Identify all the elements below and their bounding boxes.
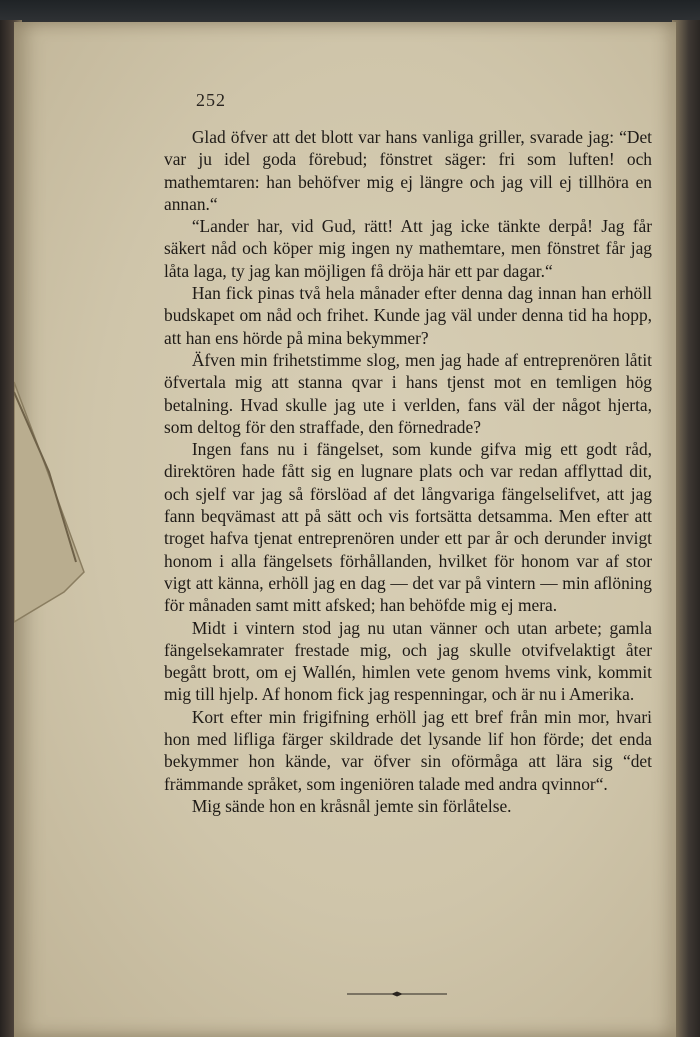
body-text xyxy=(164,126,652,817)
book-right-edge xyxy=(672,20,700,1037)
paragraph: “Lander har, vid Gud, rätt! Att jag icke tänkte derpå! Jag får säkert nåd och köper mig ingen ny mathemtare, men fönstret får jag låta laga, ty jag kan möjligen få dröja här ett par dagar.“ xyxy=(164,216,652,281)
paragraph: Mig sände hon en kråsnål jemte sin förlåtelse. xyxy=(191,795,512,816)
paragraph: Ingen fans nu i fängelset, som kunde gifva mig ett godt råd, direktören hade fått sig en lugnare plats och var redan afflyttad dit, och sjelf var jag så förslöad af det långvariga fängelselifvet, att jag fann beqvämast att på sätt och vis fortsätta detsamma. Men efter att troget hafva tjenat entreprenören under ett par år och derunder invigt honom i alla fängelsets förhållanden, hvilket för honom var af stor vigt att känna, erhöll jag en dag — det var på vintern — min aflöning för månaden samt mitt afsked; han behöfde mig ej mera. xyxy=(164,439,652,616)
page-number: 252 xyxy=(196,90,226,110)
paragraph: Glad öfver att det blott var hans vanliga griller, svarade jag: “Det var ju idel goda förebud; fönstret säger: fri som luften! och mathemtaren: han behöfver mig ej längre och jag vill ej tillhöra en annan.“ xyxy=(164,127,652,214)
paragraph: Äfven min frihetstimme slog, men jag hade af entreprenören låtit öfvertala mig att stanna qvar i hans tjenst mot en temligen hög betalning. Hvad skulle jag ute i verlden, fans väl der något hjerta, som deltog för den straffade, den förnedrade? xyxy=(164,349,652,437)
end-ornament xyxy=(347,990,447,998)
paragraph: Han fick pinas två hela månader efter denna dag innan han erhöll budskapet om nåd och frihet. Kunde jag väl under denna tid ha hopp, att han ens hörde på mina bekymmer? xyxy=(164,283,652,348)
book-page xyxy=(14,22,676,1037)
torn-page-fold xyxy=(14,322,94,642)
paragraph: Kort efter min frigifning erhöll jag ett bref från min mor, hvari hon med lifliga färger skildrade det lysande lif hon förde; det enda bekymmer hon kände, var öfver sin oförmåga att lära sig “det främmande språket, som ingeniören talade med andra qvinnor“. xyxy=(164,706,652,794)
paragraph: Midt i vintern stod jag nu utan vänner och utan arbete; gamla fängelsekamrater frestade mig, och jag skulle otvifvelaktigt åter begått brott, om ej Wallén, himlen vete genom hvems vink, kommit mig till hjelp. Af honom fick jag respenningar, och är nu i Amerika. xyxy=(164,617,652,705)
